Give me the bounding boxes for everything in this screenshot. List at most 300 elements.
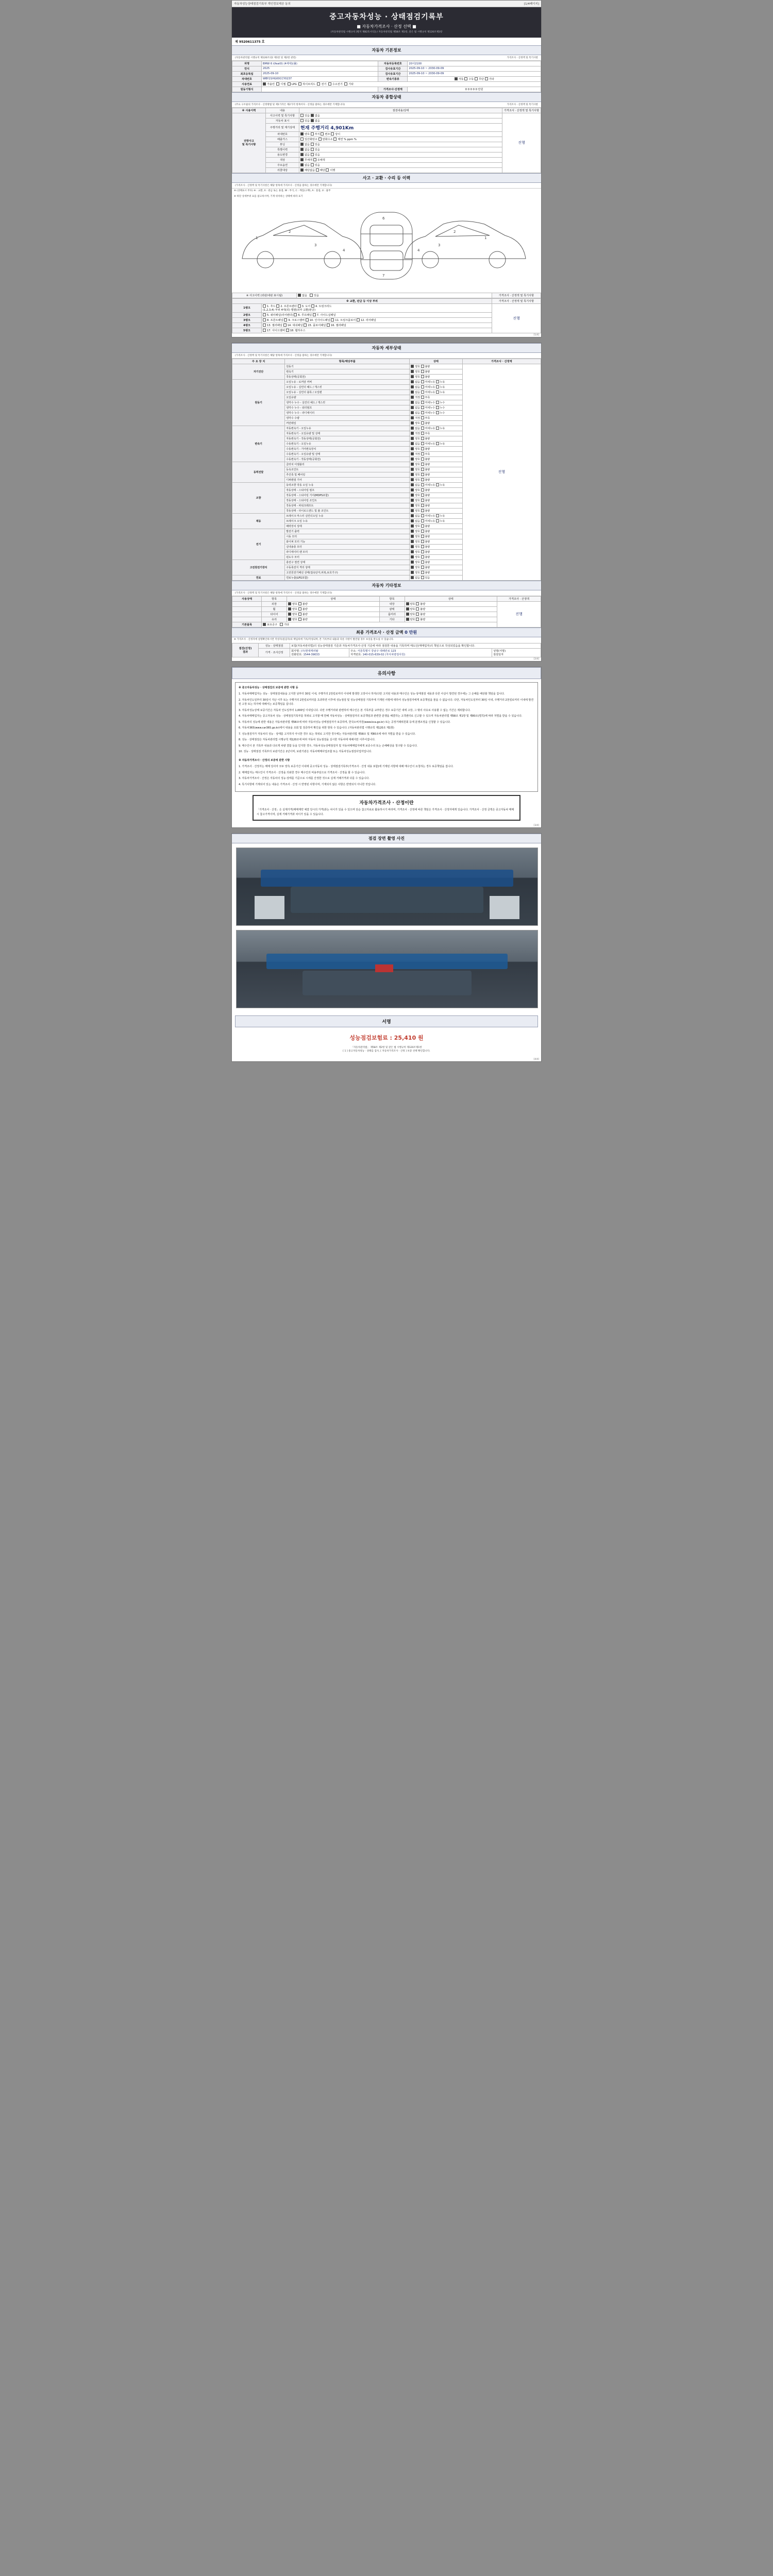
part-state	[410, 498, 462, 503]
checkbox-양호[interactable]	[411, 463, 414, 466]
part-name: 브레이크 마스터 실린더오일 누유	[285, 513, 410, 518]
checkbox-special-yes[interactable]	[311, 148, 314, 151]
checkbox-있음[interactable]	[421, 576, 424, 579]
checkbox-etc-bad[interactable]	[416, 618, 419, 621]
checkbox-불량[interactable]	[421, 535, 424, 538]
checkbox-양호[interactable]	[411, 437, 414, 440]
checkbox-미세누유[interactable]	[421, 442, 424, 445]
other-lstate-3: 양호 불량	[287, 617, 380, 622]
checkbox-vin-ok[interactable]	[300, 132, 304, 135]
row-state: 있음 없음	[299, 118, 502, 123]
table-row	[232, 364, 541, 369]
notice-box	[235, 682, 538, 792]
state-option-label: 불량	[425, 555, 430, 559]
browser-bar	[232, 1, 541, 7]
part-state	[410, 523, 462, 529]
checkbox-양호[interactable]	[411, 488, 414, 492]
checkbox-glass-good[interactable]	[288, 618, 291, 621]
device-group-6: 제동	[232, 513, 285, 529]
checkbox-없음[interactable]	[411, 427, 414, 430]
checkbox-누유[interactable]	[436, 514, 439, 517]
checkbox-양호[interactable]	[411, 421, 414, 425]
checkbox-불량[interactable]	[421, 550, 424, 553]
checkbox-tire-good[interactable]	[288, 613, 291, 616]
row-value: WBY21HG00CCY0237	[262, 76, 378, 81]
part-name: 오일누유 - 실린더 블록 / 오일팬	[285, 389, 410, 395]
basic-right-note: 가격조사 · 산정액 및 특기사항	[507, 56, 538, 59]
checkbox-불량[interactable]	[421, 473, 424, 476]
opt-other-fuel: 기타	[348, 82, 354, 86]
checkbox-tuning-no[interactable]	[300, 143, 304, 146]
checkbox-적정[interactable]	[411, 432, 414, 435]
doc-no-suffix: 호	[261, 40, 265, 44]
browser-bar-left: 자동차성능상태점검기록부 개인정보제공 동의	[234, 3, 291, 6]
other-row-side	[232, 617, 262, 622]
checkbox-pillar-panel-2[interactable]	[327, 324, 330, 327]
checkbox-없음[interactable]	[411, 514, 414, 517]
checkbox-없음[interactable]	[411, 385, 414, 388]
part-name: 자동변속기 - 오일유량 및 상태	[285, 431, 410, 436]
state-option-label: 양호	[415, 437, 421, 440]
part-name: 오일누유 - 실린더 헤드 / 개스킷	[285, 384, 410, 389]
checkbox-부족[interactable]	[421, 396, 424, 399]
checkbox-누수[interactable]	[436, 401, 439, 404]
checkbox-hc[interactable]	[318, 138, 322, 141]
fee-value: 25,410 원	[394, 1035, 424, 1042]
checkbox-polish-bad[interactable]	[416, 607, 419, 611]
state-option-label: 없음	[415, 401, 421, 404]
checkbox-wheel-house[interactable]	[286, 329, 289, 332]
transmission-choices	[408, 76, 541, 81]
checkbox-lpg[interactable]	[288, 82, 291, 86]
state-option-label: 양호	[415, 550, 421, 554]
checkbox-양호[interactable]	[411, 365, 414, 368]
part-state	[410, 410, 462, 415]
checkbox-accident-yes[interactable]	[310, 294, 313, 297]
checkbox-없음[interactable]	[411, 483, 414, 486]
checkbox-누수[interactable]	[436, 406, 439, 409]
part-name: 발전기 출력	[285, 529, 410, 534]
company-cell: 회사명: (주)현대캐피탈 전화번호: 1544-39033	[290, 648, 349, 657]
checkbox-recall-na[interactable]	[300, 168, 304, 172]
checkbox-불량[interactable]	[421, 365, 424, 368]
checkbox-side-sill[interactable]	[313, 313, 316, 316]
checkbox-불량[interactable]	[421, 375, 424, 378]
state-option-label: 누유	[440, 514, 445, 518]
checkbox-door[interactable]	[298, 304, 301, 308]
checkbox-quarter-panel[interactable]	[263, 313, 266, 316]
checkbox-yes[interactable]	[300, 119, 304, 122]
checkbox-불량[interactable]	[421, 488, 424, 492]
checkbox-누유[interactable]	[436, 483, 439, 486]
other-row-side	[232, 612, 262, 617]
checkbox-불량[interactable]	[421, 571, 424, 574]
checkbox-불량[interactable]	[421, 447, 424, 450]
page-subtitle: ■ 자동차가격조사 · 산정 선택 ■	[357, 24, 416, 29]
checkbox-trunk-floor[interactable]	[331, 318, 334, 321]
part-state	[410, 456, 462, 462]
checkbox-yes[interactable]	[300, 114, 304, 117]
table-row	[232, 293, 541, 298]
checkbox-exterior-good[interactable]	[288, 602, 291, 605]
part-name: 시동 모터	[285, 534, 410, 539]
part-name: 배력장치 상태	[285, 523, 410, 529]
state-option-label: 양호	[415, 473, 421, 477]
checkbox-fcev[interactable]	[328, 82, 331, 86]
part-name: 윈도우 모터	[285, 554, 410, 560]
state-option-label: 불량	[425, 566, 430, 569]
checkbox-color-chromatic[interactable]	[313, 158, 316, 161]
checkbox-other-fuel[interactable]	[344, 82, 347, 86]
section-other-title: 자동차 기타정보	[232, 581, 541, 590]
table-row	[232, 66, 541, 71]
checkbox-불량[interactable]	[421, 478, 424, 481]
checkbox-없음[interactable]	[411, 401, 414, 404]
checkbox-양호[interactable]	[411, 535, 414, 538]
checkbox-미세누유[interactable]	[421, 427, 424, 430]
checkbox-누유[interactable]	[436, 391, 439, 394]
svg-text:3: 3	[438, 243, 441, 247]
other-row-side	[232, 601, 262, 606]
other-head-1: 항목	[262, 596, 287, 601]
row-label-2: 변속기종류	[378, 76, 408, 81]
checkbox-front-panel[interactable]	[263, 318, 266, 321]
notice-item: 8. 성능 · 상태점검은 자동차관리법 시행규칙 제120조에 따라 자동차 성능점검을 실시한 자동차에 대해서만 이루어집니다.	[239, 738, 376, 742]
checkbox-vin-diff[interactable]	[331, 132, 334, 135]
checkbox-미세누유[interactable]	[421, 483, 424, 486]
part-state	[410, 431, 462, 436]
checkbox-양호[interactable]	[411, 478, 414, 481]
state-option-label: 양호	[415, 421, 421, 425]
row-state: 양호 부식 변조 상이	[299, 131, 502, 137]
state-option-label: 양호	[415, 555, 421, 559]
checkbox-누수[interactable]	[436, 411, 439, 414]
checkbox-roof-panel[interactable]	[294, 313, 297, 316]
row-value: 2025-09-10	[262, 71, 378, 76]
price-digits: 0 0 0 0 0 만원	[408, 87, 541, 92]
checkbox-적정[interactable]	[411, 416, 414, 419]
checkbox-cross-member[interactable]	[284, 318, 287, 321]
checkbox-cvt[interactable]	[475, 77, 478, 80]
checkbox-diesel[interactable]	[276, 82, 279, 86]
state-option-label: 누유	[440, 385, 445, 389]
signature-cell: 성명(서명) 점검일자	[492, 648, 541, 657]
other-l-1: 휠	[262, 606, 287, 612]
checkbox-양호[interactable]	[411, 468, 414, 471]
checkbox-auto[interactable]	[455, 77, 458, 80]
checkbox-미세누유[interactable]	[421, 514, 424, 517]
checkbox-부족[interactable]	[421, 452, 424, 455]
checkbox-불량[interactable]	[421, 540, 424, 543]
part-name: 자동변속기 - 오일누유	[285, 426, 410, 431]
checkbox-hybrid[interactable]	[298, 82, 301, 86]
checkbox-special-no[interactable]	[300, 148, 304, 151]
basic-items-label: 기본품목	[232, 622, 262, 627]
checkbox-불량[interactable]	[421, 555, 424, 558]
other-row-side	[232, 606, 262, 612]
checkbox-inside-panel[interactable]	[306, 318, 309, 321]
row-label: 차대번호	[232, 76, 262, 81]
checkbox-양호[interactable]	[411, 375, 414, 378]
checkbox-option-yes[interactable]	[311, 163, 314, 166]
checkbox-color-achromatic[interactable]	[300, 158, 304, 161]
engine-label: 원동기형식	[232, 87, 262, 92]
part-name: 오일누유 - 로커암 커버	[285, 379, 410, 384]
checkbox-양호[interactable]	[411, 550, 414, 553]
checkbox-양호[interactable]	[411, 540, 414, 543]
checkbox-rear-panel[interactable]	[357, 318, 360, 321]
checkbox-미세누유[interactable]	[421, 519, 424, 522]
rank-3-label: 3랭크	[232, 317, 262, 323]
checkbox-polish-good[interactable]	[406, 607, 409, 611]
notice-head: ※ 중고자동차성능 · 상태점검의 보증에 관한 사항 등	[239, 686, 298, 689]
checkbox-누유[interactable]	[436, 385, 439, 388]
checkbox-양호[interactable]	[411, 524, 414, 528]
device-group-7: 전기	[232, 529, 285, 560]
checkbox-불량[interactable]	[421, 545, 424, 548]
checkbox-불량[interactable]	[421, 370, 424, 373]
state-option-label: 불량	[425, 370, 430, 374]
checkbox-양호[interactable]	[411, 370, 414, 373]
other-info-table	[232, 596, 541, 628]
checkbox-불량[interactable]	[421, 437, 424, 440]
checkbox-불량[interactable]	[421, 509, 424, 512]
row-label: 차명	[232, 61, 262, 66]
checkbox-no[interactable]	[311, 119, 314, 122]
checkbox-불량[interactable]	[421, 457, 424, 461]
checkbox-양호[interactable]	[411, 566, 414, 569]
photo-section-title: 점검 장면 촬영 사진	[232, 834, 541, 843]
checkbox-etc-good[interactable]	[406, 618, 409, 621]
checkbox-양호[interactable]	[411, 499, 414, 502]
section-detail-subnote	[232, 353, 541, 359]
checkbox-trunk-lid[interactable]	[311, 304, 314, 308]
svg-text:2: 2	[289, 229, 291, 234]
checkbox-불량[interactable]	[421, 566, 424, 569]
svg-text:2: 2	[453, 229, 456, 234]
checkbox-exterior-bad[interactable]	[298, 602, 301, 605]
checkbox-누유[interactable]	[436, 380, 439, 383]
state-option-label: 미세누유	[425, 514, 436, 518]
checkbox-없음[interactable]	[411, 442, 414, 445]
result-side-label: 점검(산정) 결과	[232, 643, 259, 657]
page-tag-1: [1/4]	[533, 333, 539, 336]
checkbox-vin-corrosion[interactable]	[311, 132, 314, 135]
checkbox-양호[interactable]	[411, 504, 414, 507]
checkbox-mirror-bad[interactable]	[416, 613, 419, 616]
row-state	[299, 123, 502, 131]
device-group-4: 동력전달	[232, 462, 285, 482]
checkbox-없음[interactable]	[411, 576, 414, 579]
checkbox-미세누수[interactable]	[421, 406, 424, 409]
checkbox-usechange-yes[interactable]	[311, 153, 314, 156]
table-row	[232, 152, 541, 157]
checkbox-smoke[interactable]	[333, 138, 337, 141]
checkbox-불량[interactable]	[421, 499, 424, 502]
checkbox-미세누수[interactable]	[421, 411, 424, 414]
checkbox-option-no[interactable]	[300, 163, 304, 166]
state-option-label: 양호	[415, 509, 421, 513]
checkbox-tuning-yes[interactable]	[311, 143, 314, 146]
table-row	[232, 61, 541, 66]
checkbox-없음[interactable]	[411, 380, 414, 383]
checkbox-mirror-good[interactable]	[406, 613, 409, 616]
part-name: 충전구 절연 상태	[285, 560, 410, 565]
col-major-device: 주 요 장 치	[232, 359, 285, 364]
checkbox-interior-good[interactable]	[406, 602, 409, 605]
document-number	[232, 38, 541, 45]
checkbox-glass-bad[interactable]	[298, 618, 301, 621]
state-option-label: 불량	[425, 421, 430, 425]
rank-2-items: 5. 쿼터패널(리어펜더) 6. 루프패널 7. 사이드실패널	[262, 312, 492, 317]
state-option-label: 없음	[415, 391, 421, 394]
checkbox-양호[interactable]	[411, 530, 414, 533]
checkbox-양호[interactable]	[411, 555, 414, 558]
state-option-label: 불량	[425, 561, 430, 564]
checkbox-적정[interactable]	[411, 452, 414, 455]
row-label: 최초등록일	[232, 71, 262, 76]
checkbox-front-fender[interactable]	[276, 304, 279, 308]
checkbox-etc-item[interactable]	[280, 623, 283, 626]
checkbox-양호[interactable]	[411, 494, 414, 497]
table-row	[232, 648, 541, 657]
checkbox-co[interactable]	[300, 138, 304, 141]
state-option-label: 양호	[415, 447, 421, 451]
checkbox-불량[interactable]	[421, 421, 424, 425]
checkbox-hood[interactable]	[263, 304, 266, 308]
opt-manual: 수동	[468, 77, 474, 81]
checkbox-floor-panel[interactable]	[304, 324, 307, 327]
checkbox-usechange-no[interactable]	[300, 153, 304, 156]
part-state	[410, 400, 462, 405]
checkbox-불량[interactable]	[421, 463, 424, 466]
checkbox-wheel-bad[interactable]	[298, 607, 301, 611]
other-result: 진행	[497, 601, 541, 627]
part-state	[410, 462, 462, 467]
checkbox-불량[interactable]	[421, 561, 424, 564]
checkbox-없음[interactable]	[411, 411, 414, 414]
part-state	[410, 384, 462, 389]
checkbox-없음[interactable]	[411, 519, 414, 522]
state-option-label: 누유	[440, 427, 445, 430]
cert-cell: 주소: 서울특별시 강남구 테헤란로 123 자격번호: 140-015-639-02 (자사차량검사원)	[349, 648, 492, 657]
part-state	[410, 446, 462, 451]
other-lstate-2: 양호 불량	[287, 612, 380, 617]
checkbox-vin-altered[interactable]	[321, 132, 324, 135]
col-head-state: 점검내용/상태	[299, 108, 502, 113]
state-option-label: 양호	[415, 478, 421, 482]
row-value: 2025	[262, 66, 378, 71]
checkbox-tool-kit[interactable]	[263, 623, 266, 626]
browser-bar-right: [1/4페이지]	[524, 3, 539, 6]
state-option-label: 양호	[415, 504, 421, 507]
checkbox-불량[interactable]	[421, 504, 424, 507]
checkbox-ev[interactable]	[317, 82, 320, 86]
row-name: 사고이력 및 특기사항	[266, 113, 299, 118]
state-option-label: 불량	[425, 365, 430, 368]
parts-head: ※ 교환, 판금 등 이상 부위	[232, 298, 492, 303]
checkbox-누유[interactable]	[436, 442, 439, 445]
checkbox-부족[interactable]	[421, 416, 424, 419]
checkbox-불량[interactable]	[421, 524, 424, 528]
inspection-photo-1	[236, 848, 538, 926]
checkbox-누유[interactable]	[436, 519, 439, 522]
part-name: 냉각수 누수 - 실린더 헤드 / 개스킷	[285, 400, 410, 405]
part-state	[410, 518, 462, 523]
state-option-label: 없음	[415, 442, 421, 446]
row-name: 리콜대상	[266, 167, 299, 173]
rank-3-items: 8. 프론트패널 9. 크로스멤버 10. 인사이드패널 11. 트렁크플로어 12. 리어패널	[262, 317, 492, 323]
checkbox-other-trans[interactable]	[485, 77, 488, 80]
checkbox-recall-done[interactable]	[326, 168, 329, 172]
checkbox-미세누유[interactable]	[421, 385, 424, 388]
svg-text:6: 6	[382, 216, 385, 221]
svg-text:7: 7	[382, 273, 385, 278]
checkbox-accident-none[interactable]	[298, 294, 301, 297]
part-name: 작동상태(공회전)	[285, 374, 410, 379]
state-option-label: 불량	[425, 494, 430, 497]
checkbox-양호[interactable]	[411, 457, 414, 461]
other-side-label: 사용상태	[232, 596, 262, 601]
checkbox-side-member[interactable]	[263, 329, 266, 332]
checkbox-미세누유[interactable]	[421, 391, 424, 394]
checkbox-pillar-panel[interactable]	[263, 324, 266, 327]
checkbox-양호[interactable]	[411, 545, 414, 548]
state-option-label: 미세누유	[425, 427, 436, 430]
checkbox-불량[interactable]	[421, 494, 424, 497]
part-state	[410, 529, 462, 534]
checkbox-manual[interactable]	[464, 77, 467, 80]
checkbox-양호[interactable]	[411, 447, 414, 450]
checkbox-없음[interactable]	[411, 391, 414, 394]
checkbox-누유[interactable]	[436, 427, 439, 430]
checkbox-적정[interactable]	[411, 396, 414, 399]
checkbox-없음[interactable]	[411, 406, 414, 409]
checkbox-recall-yes[interactable]	[316, 168, 319, 172]
section-basic-title: 자동차 기본정보	[232, 45, 541, 55]
checkbox-gasoline[interactable]	[263, 82, 266, 86]
checkbox-tire-bad[interactable]	[298, 613, 301, 616]
checkbox-미세누유[interactable]	[421, 380, 424, 383]
checkbox-미세누수[interactable]	[421, 401, 424, 404]
row-value: BMW 6 i(feat0) (4세대)(풀)	[262, 61, 378, 66]
checkbox-interior-bad[interactable]	[416, 602, 419, 605]
overall-right-note: 가격조사 · 산정액 및 특기사항	[507, 103, 538, 106]
checkbox-불량[interactable]	[421, 468, 424, 471]
checkbox-불량[interactable]	[421, 530, 424, 533]
svg-text:1: 1	[256, 235, 258, 240]
checkbox-wheel-good[interactable]	[288, 607, 291, 611]
state-option-label: 누유	[440, 519, 445, 523]
part-state	[410, 539, 462, 544]
row-name: 주요옵션	[266, 162, 299, 167]
part-name: 작동상태 - 스티어링 펌프	[285, 487, 410, 493]
table-row	[232, 162, 541, 167]
checkbox-부족[interactable]	[421, 432, 424, 435]
checkbox-양호[interactable]	[411, 571, 414, 574]
other-rstate-3: 양호 불량	[405, 617, 497, 622]
checkbox-양호[interactable]	[411, 509, 414, 512]
checkbox-양호[interactable]	[411, 561, 414, 564]
checkbox-dash-panel[interactable]	[283, 324, 287, 327]
checkbox-양호[interactable]	[411, 473, 414, 476]
state-option-label: 불량	[425, 437, 430, 440]
part-name: 라디에이터 팬 모터	[285, 549, 410, 554]
checkbox-no[interactable]	[311, 114, 314, 117]
device-group-9: 연료	[232, 575, 285, 580]
row-name: 배출가스	[266, 137, 299, 142]
result-note-a: 보험(자동차관리법)의 성능상태점검 기준과 자동차가격조사·산정 기준에 따라 점검한 내용을 기록하며 매도인(매매업자)의 책임으로 작성되었음을 확인합니다.	[290, 643, 541, 648]
